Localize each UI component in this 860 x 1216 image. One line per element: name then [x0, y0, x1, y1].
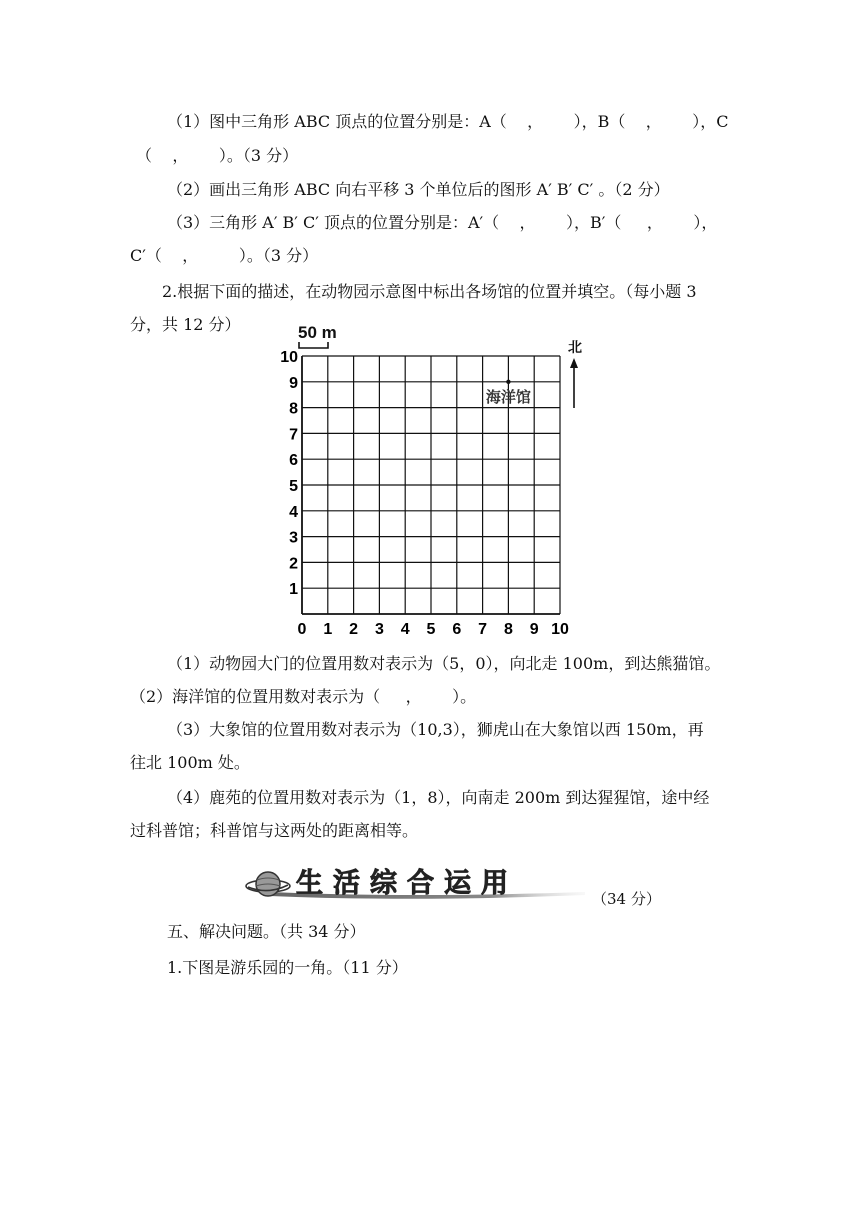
sub-question-2: （2）海洋馆的位置用数对表示为（ ， ）。 [130, 687, 477, 706]
y-tick-label: 9 [289, 374, 298, 392]
y-tick-label: 8 [289, 400, 298, 418]
ocean-hall-point [506, 380, 510, 384]
y-tick-label: 5 [289, 478, 298, 495]
sub-question-4-line-2: 过科普馆；科普馆与这两处的距离相等。 [130, 821, 419, 840]
ocean-hall-label: 海洋馆 [485, 387, 531, 406]
y-tick-label: 3 [289, 529, 298, 547]
sub-question-4-line-1: （4）鹿苑的位置用数对表示为（1，8），向南走 200m 到达猩猩馆，途中经 [167, 788, 710, 807]
question-1-line-2: （ ， ）。（3 分） [136, 146, 299, 165]
sub-question-3-line-2: 往北 100m 处。 [130, 753, 250, 772]
section-5-heading: 五、解决问题。（共 34 分） [167, 922, 366, 941]
question-2: （2）画出三角形 ABC 向右平移 3 个单位后的图形 A′ B′ C′ 。（2 分） [167, 180, 670, 199]
x-tick-label: 7 [478, 621, 488, 638]
y-tick-label: 7 [289, 426, 298, 444]
x-tick-label: 3 [374, 621, 384, 638]
banner-title: 生活综合运用 [296, 868, 518, 899]
sub-question-3-line-1: （3）大象馆的位置用数对表示为（10,3），狮虎山在大象馆以西 150m，再 [167, 720, 704, 739]
y-tick-label: 2 [289, 555, 298, 573]
x-tick-label: 2 [349, 621, 359, 638]
y-tick-label: 10 [280, 349, 298, 366]
x-tick-label: 1 [323, 621, 333, 638]
zoo-grid-figure [282, 318, 592, 644]
banner-graphic [240, 862, 590, 906]
banner-score: （34 分） [592, 890, 661, 908]
problem-2-title-line-1: 2.根据下面的描述，在动物园示意图中标出各场馆的位置并填空。（每小题 3 [162, 282, 697, 301]
y-tick-label: 6 [289, 452, 298, 470]
problem-2-title-line-2: 分，共 12 分） [130, 315, 241, 334]
planet-icon [246, 872, 290, 896]
x-tick-label: 5 [426, 621, 436, 638]
y-tick-label: 4 [289, 503, 298, 521]
question-3-line-2: C′（ ， ）。（3 分） [130, 246, 319, 265]
scale-label: 50 m [298, 323, 337, 342]
section-banner [240, 862, 590, 910]
zoo-grid [282, 318, 592, 640]
x-tick-label: 8 [503, 621, 513, 638]
scale-bar [299, 342, 328, 348]
y-tick-label: 1 [289, 581, 298, 599]
question-1-line-1: （1）图中三角形 ABC 顶点的位置分别是：A（ ， ），B（ ， ），C [167, 112, 729, 131]
x-tick-label: 4 [400, 621, 410, 638]
x-tick-label: 6 [452, 621, 462, 638]
north-label: 北 [568, 340, 582, 356]
x-tick-label: 0 [297, 621, 307, 638]
section-5-problem-1: 1.下图是游乐园的一角。（11 分） [167, 958, 408, 977]
x-tick-label: 10 [551, 621, 569, 638]
north-arrow-icon [570, 358, 578, 368]
question-3-line-1: （3）三角形 A′ B′ C′ 顶点的位置分别是：A′（ ， ），B′（ ， ）， [167, 213, 718, 232]
sub-question-1: （1）动物园大门的位置用数对表示为（5，0），向北走 100m，到达熊猫馆。 [167, 654, 721, 673]
x-tick-label: 9 [529, 621, 539, 638]
